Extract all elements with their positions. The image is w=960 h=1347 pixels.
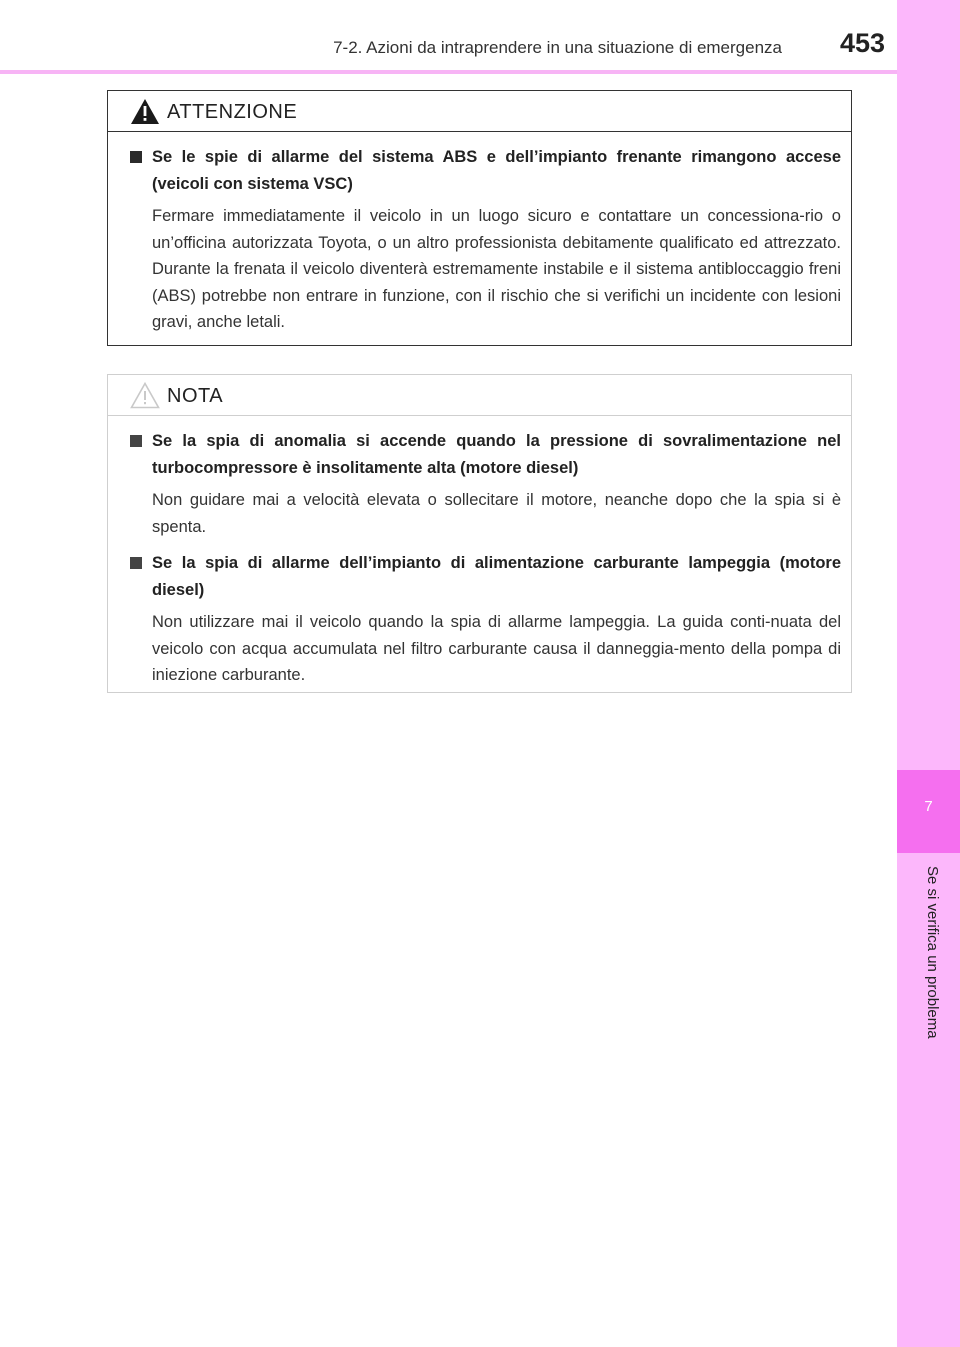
warning-item-heading: Se le spie di allarme del sistema ABS e dell’impianto frenante rimangono accese (veicoli con sistema VSC) <box>128 144 841 198</box>
page-header <box>0 0 897 72</box>
section-title: 7-2. Azioni da intraprendere in una situazione di emergenza <box>333 38 782 57</box>
chapter-number-box <box>897 770 960 853</box>
caution-triangle-outline-icon <box>130 382 160 409</box>
warning-box-header <box>108 91 851 132</box>
note-box-title: NOTA <box>167 385 224 407</box>
note-item-text: Non guidare mai a velocità elevata o sollecitare il motore, neanche dopo che la spia si è spenta. <box>152 491 841 536</box>
chapter-number: 7 <box>924 798 933 815</box>
note-box-body <box>108 416 851 689</box>
warning-box-title: ATTENZIONE <box>167 101 298 123</box>
chapter-label: Se si verifica un problema <box>924 866 941 1039</box>
warning-box-body <box>108 132 851 336</box>
note-box-header <box>108 375 851 416</box>
warning-item-text: Fermare immediatamente il veicolo in un luogo sicuro e contattare un concessiona-rio o un’officina autorizzata Toyota, o un altro professionista debitamente qualificato ed attrezzato. Durante la frenata il veicolo diventerà estremamente instabile e il sistema antibloccaggio freni (ABS) potrebbe non entrare in funzione, con il rischio che si verifichi un incidente con lesioni gravi, anche letali. <box>152 207 841 331</box>
note-item-heading: Se la spia di anomalia si accende quando la pressione di sovralimentazione nel turbocompressore è insolitamente alta (motore diesel) <box>128 428 841 482</box>
page-number: 453 <box>839 28 885 58</box>
warning-box <box>107 90 852 346</box>
warning-triangle-icon <box>130 98 160 125</box>
chapter-side-tab <box>897 0 960 1347</box>
note-item-heading: Se la spia di allarme dell’impianto di alimentazione carburante lampeggia (motore diesel) <box>128 550 841 604</box>
note-box <box>107 374 852 693</box>
note-item-text: Non utilizzare mai il veicolo quando la spia di allarme lampeggia. La guida conti-nuata del veicolo con acqua accumulata nel filtro carburante causa il danneggia-mento della pompa di iniezione carburante. <box>152 613 841 684</box>
square-bullet-icon <box>130 151 142 163</box>
square-bullet-icon <box>130 557 142 569</box>
header-rule <box>0 70 897 74</box>
square-bullet-icon <box>130 435 142 447</box>
